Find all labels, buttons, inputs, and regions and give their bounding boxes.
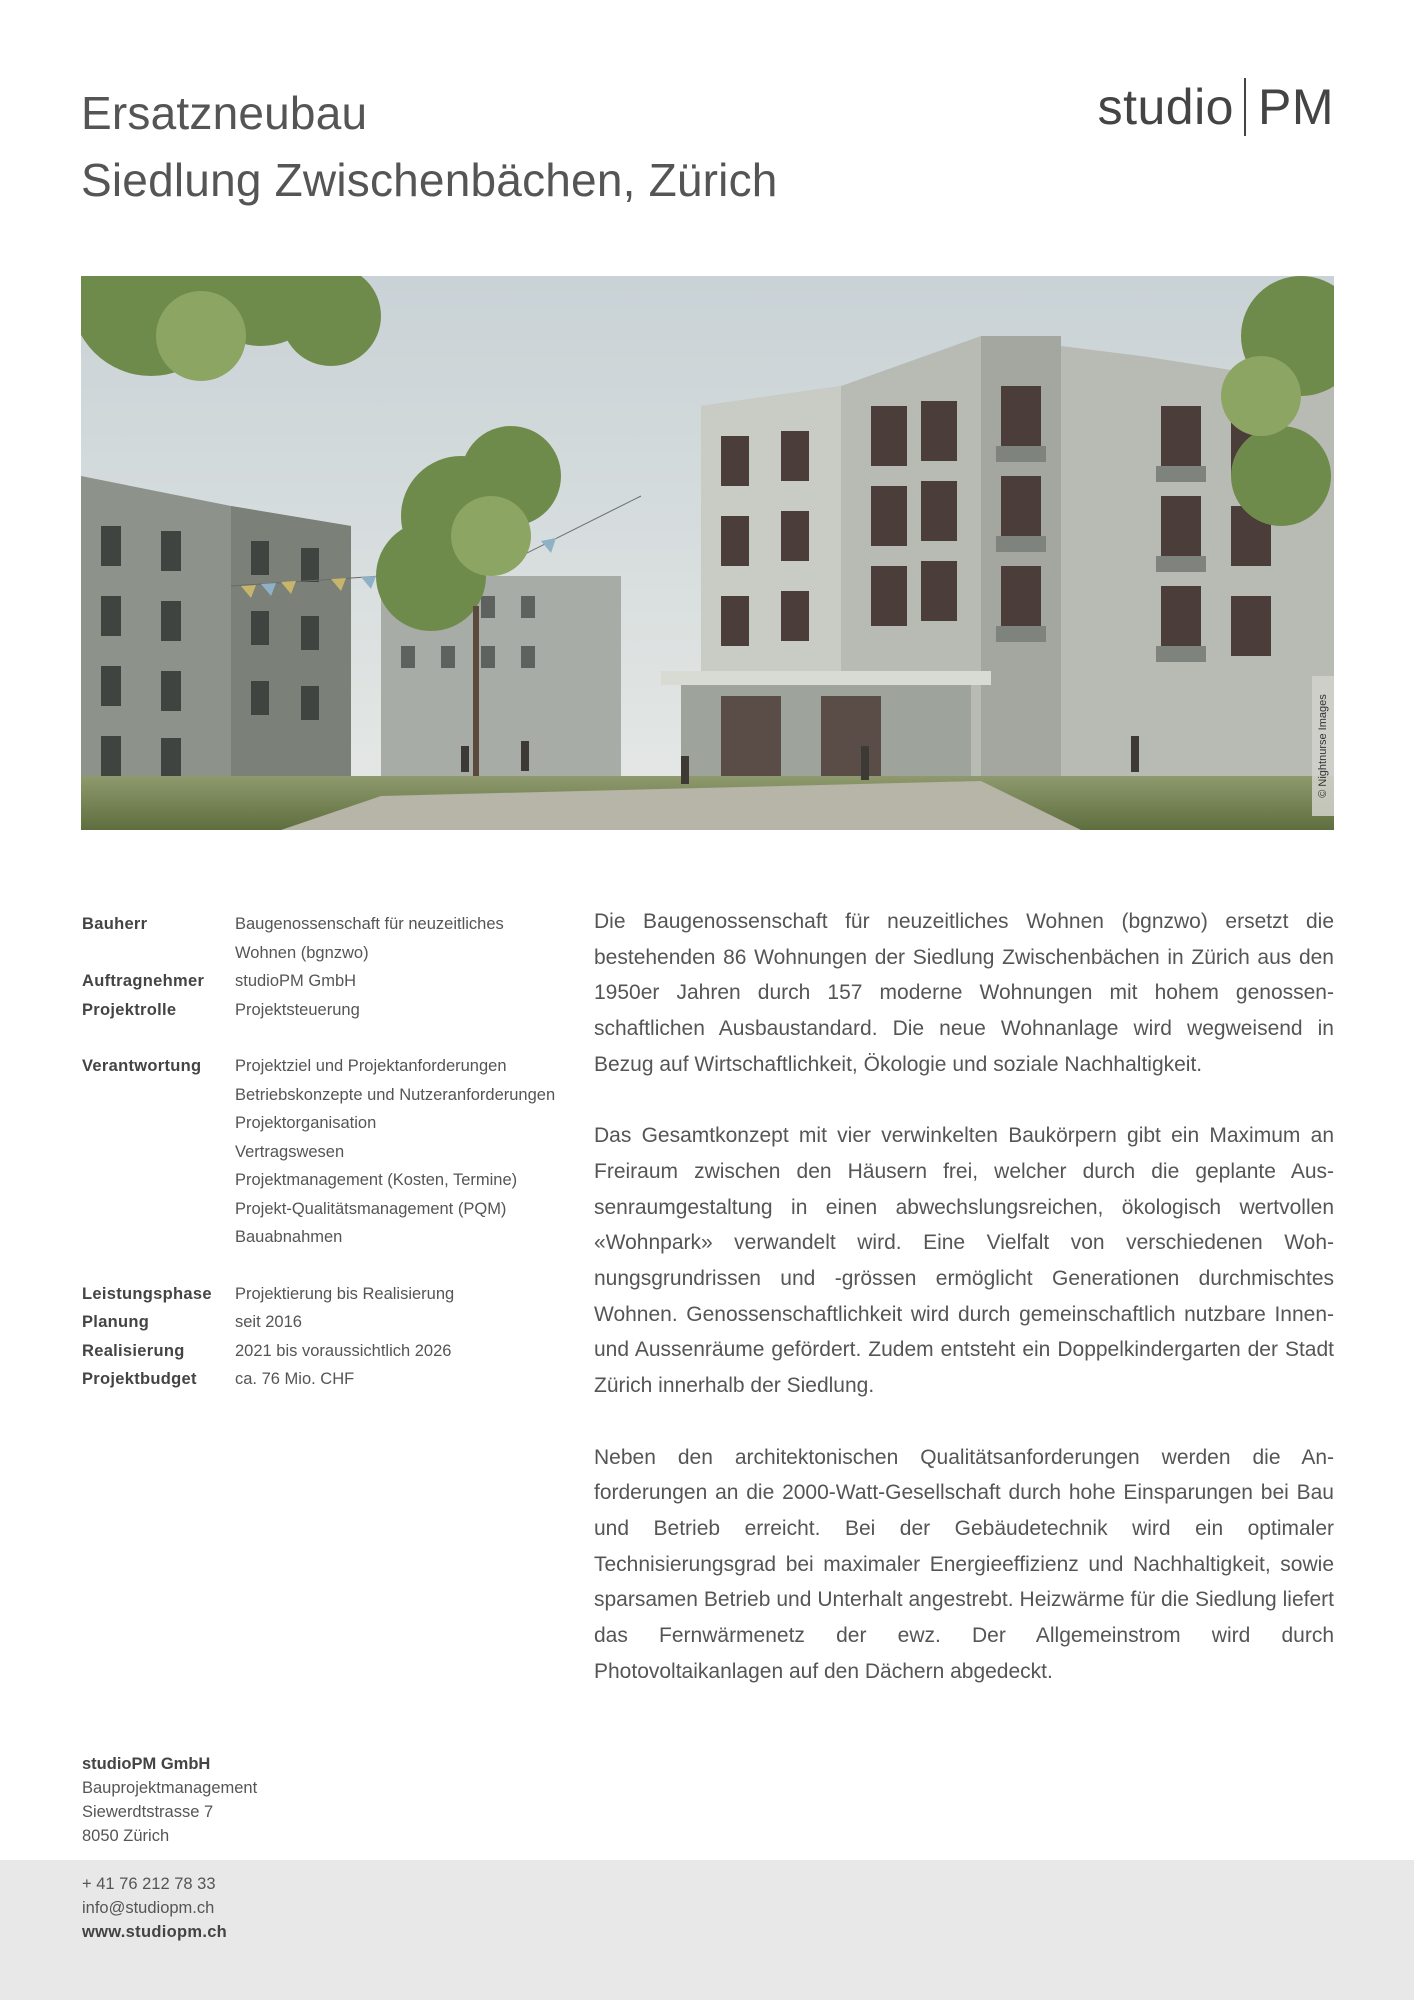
fact-value-line: Wohnen (bgnzwo) — [235, 943, 369, 962]
title-line-2: Siedlung Zwischenbächen, Zürich — [81, 154, 778, 206]
fact-row-projektbudget — [82, 1365, 582, 1394]
phone-number: + 41 76 212 78 33 — [82, 1875, 216, 1893]
company-city: 8050 Zürich — [82, 1827, 170, 1845]
description-paragraph-3: Neben den architektonischen Qualitätsanforderungen werden die Anforderungen an die 2000-Watt-Gesellschaft durch hohe Einsparungen bei Bau und Betrieb erreicht. Bei der Gebäudetechnik wird ein optimaler Technisierungsgrad bei maximaler Energieeffizienz und Nachhaltigkeit, sowie sparsamen Betrieb und Unterhalt angestrebt. Heizwärme für die Siedlung liefert das Fernwärmenetz der ewz. Der Allgemeinstrom wird durch Photovoltaikanlagen auf den Dächern abgedeckt. — [594, 1445, 1334, 1683]
fact-spacer — [82, 1252, 582, 1280]
description-paragraph-1: Die Baugenossenschaft für neuzeitliches Wohnen (bgnzwo) ersetzt die bestehenden 86 Wohnungen der Siedlung Zwischenbächen in Zürich aus den 1950er Jahren durch 157 moderne Wohnungen mit hohem genossenschaftlichen Ausbaustandard. Die neue Wohnanlage wird wegweisend in Bezug auf Wirtschaftlichkeit, Ökologie und soziale Nachhaltigkeit. — [594, 910, 1334, 1076]
fact-label: Realisierung — [82, 1341, 185, 1360]
fact-value-line: Projektziel und Projektanforderungen — [235, 1057, 507, 1075]
fact-label: Verantwortung — [82, 1057, 202, 1075]
company-name: studioPM GmbH — [82, 1755, 211, 1773]
fact-value: studioPM GmbH — [235, 972, 357, 990]
fact-value-line: Bauabnahmen — [235, 1228, 343, 1246]
logo-text-pm: PM — [1258, 79, 1334, 135]
fact-value-line: Baugenossenschaft für neuzeitliches — [235, 915, 504, 933]
title-line-1: Ersatzneubau — [81, 87, 368, 139]
fact-value: ca. 76 Mio. CHF — [235, 1370, 355, 1388]
fact-value-line: Projektorganisation — [235, 1114, 377, 1132]
page-title — [81, 80, 778, 214]
hero-rendering-image — [81, 276, 1334, 830]
project-description — [594, 904, 1334, 1725]
logo-text-studio: studio — [1097, 79, 1234, 135]
fact-value-line: Projektmanagement (Kosten, Termine) — [235, 1171, 518, 1189]
fact-value: 2021 bis voraussichtlich 2026 — [235, 1341, 452, 1360]
fact-row-projektrolle — [82, 996, 582, 1025]
fact-row-realisierung — [82, 1337, 582, 1366]
fact-label: Auftragnehmer — [82, 972, 205, 990]
fact-row-bauherr — [82, 910, 582, 967]
fact-value — [235, 1052, 582, 1252]
fact-label: Bauherr — [82, 915, 148, 933]
fact-value: Projektierung bis Realisierung — [235, 1284, 455, 1303]
fact-row-verantwortung — [82, 1052, 582, 1252]
fact-label: Planung — [82, 1313, 150, 1331]
fact-value — [235, 910, 582, 967]
fact-value-line: Projekt-Qualitätsmanagement (PQM) — [235, 1199, 507, 1218]
image-credit-text: © Nightnurse Images — [1317, 694, 1329, 798]
website-link[interactable]: www.studiopm.ch — [82, 1923, 228, 1941]
fact-label: Leistungsphase — [82, 1284, 212, 1303]
company-tagline: Bauprojektmanagement — [82, 1779, 258, 1797]
fact-value: seit 2016 — [235, 1313, 302, 1331]
fact-value: Projektsteuerung — [235, 1000, 360, 1019]
company-address — [82, 1752, 257, 1848]
company-street: Siewerdtstrasse 7 — [82, 1803, 214, 1821]
description-paragraph-2: Das Gesamtkonzept mit vier verwinkelten Baukörpern gibt ein Maximum an Freiraum zwischen den Häusern frei, welcher durch die geplante Aussenraumgestaltung in einen abwechslungsreichen, ökologisch wertvollen «Wohnpark» verwandelt wird. Eine Vielfalt von verschiedenen Wohnungsgrundrissen und -grössen ermöglicht Generationen durchmischtes Wohnen. Genossenschaftlichkeit wird durch gemeinschaftlich nutzbare Innen- und Aussenräume gefördert. Zudem entsteht ein Doppelkindergarten der Stadt Zürich innerhalb der Siedlung. — [594, 1124, 1334, 1398]
project-facts — [82, 910, 582, 1394]
fact-row-planung — [82, 1308, 582, 1337]
studiopm-logo — [1098, 78, 1334, 136]
company-contact — [82, 1872, 227, 1944]
email-address[interactable]: info@studiopm.ch — [82, 1899, 215, 1917]
residential-buildings-illustration — [81, 276, 1334, 830]
fact-spacer — [82, 1024, 582, 1052]
fact-value-line: Vertragswesen — [235, 1142, 345, 1161]
logo-divider — [1244, 78, 1246, 136]
fact-value-line: Betriebskonzepte und Nutzeranforderungen — [235, 1085, 556, 1104]
fact-row-leistungsphase — [82, 1280, 582, 1309]
fact-row-auftragnehmer — [82, 967, 582, 996]
image-credit — [1312, 676, 1334, 816]
fact-label: Projektrolle — [82, 1000, 177, 1019]
fact-label: Projektbudget — [82, 1370, 197, 1388]
